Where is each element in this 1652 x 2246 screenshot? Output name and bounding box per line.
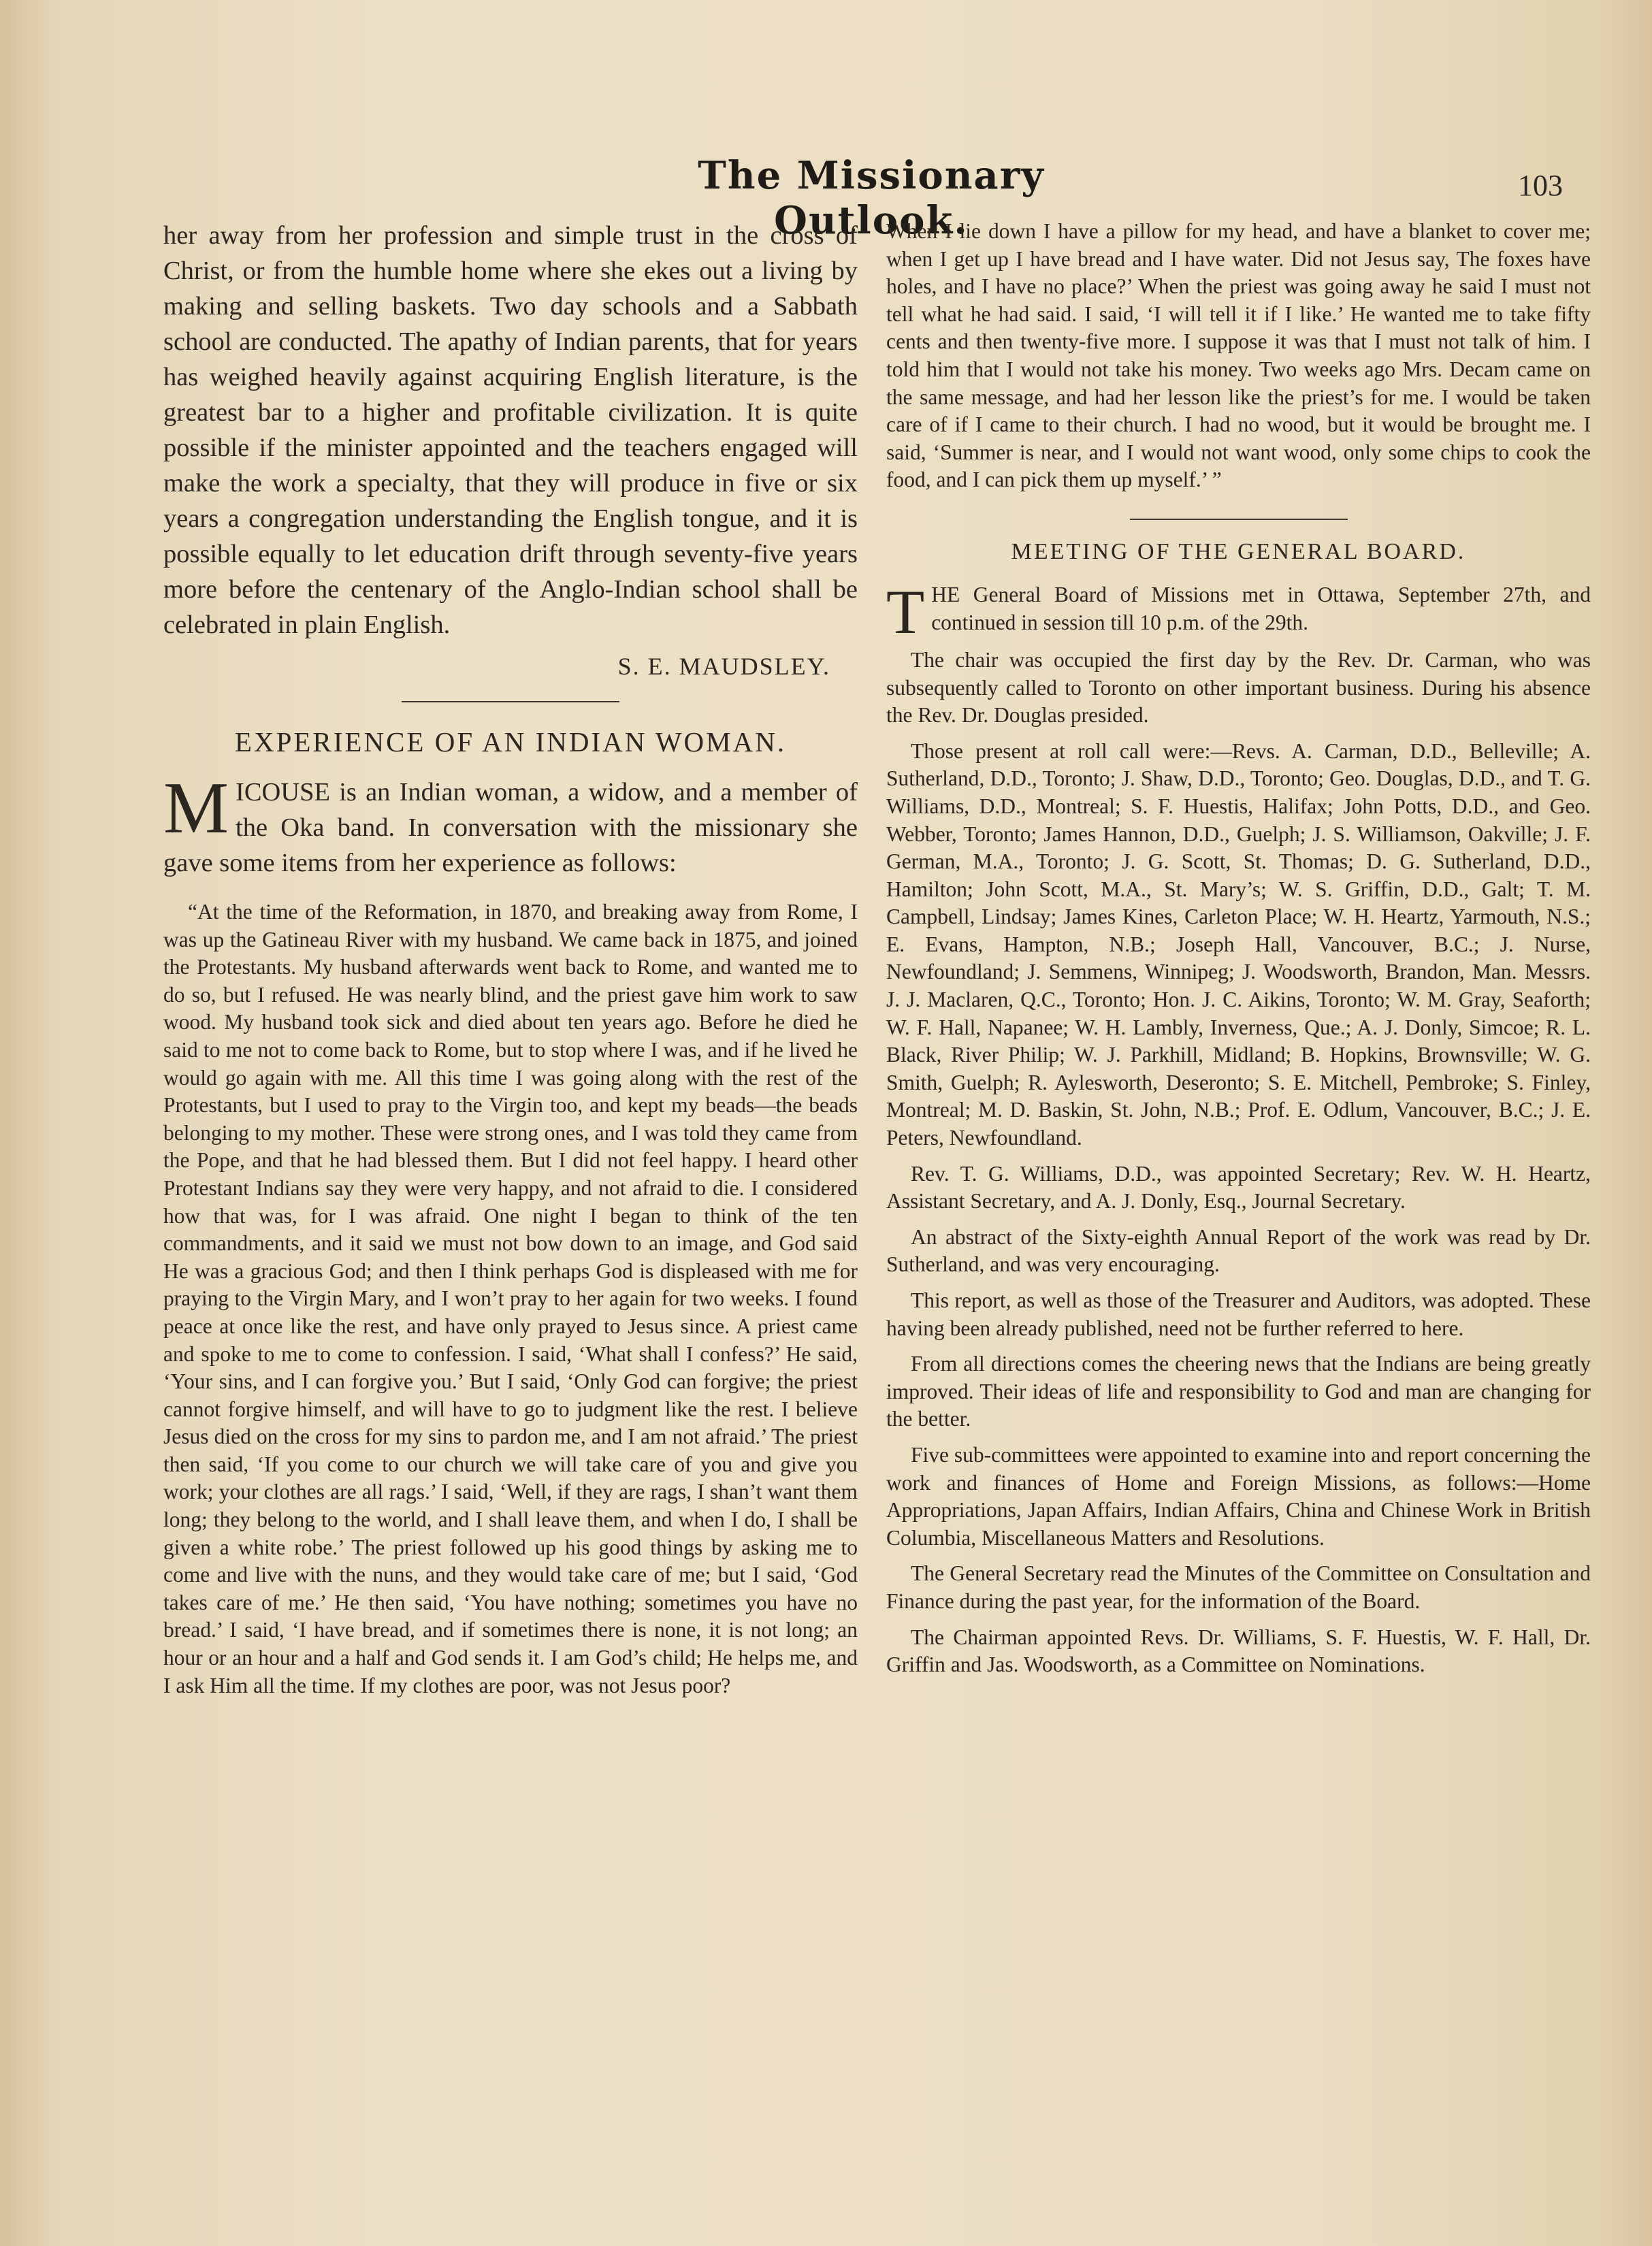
author-signature: S. E. MAUDSLEY. bbox=[617, 653, 830, 680]
section-divider bbox=[1130, 519, 1348, 520]
paragraph-sub-committees: Five sub-committees were appointed to examine into and report concerning the work and finances of Home and Foreign Missions, as follows:—Home Appropriations, Japan Affairs, Indian Affairs, China and Chinese Work in British Columbia, Miscellaneous Matters and Resolutions. bbox=[886, 1442, 1591, 1550]
paragraph-chair: The chair was occupied the first day by the Rev. Dr. Carman, who was subsequently called to Toronto on other important business. During his absence the Rev. Dr. Douglas presided. bbox=[886, 647, 1591, 728]
paragraph-nominations: The Chairman appointed Revs. Dr. Williams, S. F. Huestis, W. F. Hall, Dr. Griffin and Jas. Woodsworth, as a Committee on Nominations. bbox=[886, 1625, 1591, 1677]
drop-cap-letter: T bbox=[886, 576, 925, 647]
article-title-experience: EXPERIENCE OF AN INDIAN WOMAN. bbox=[234, 726, 787, 758]
paragraph-minutes: The General Secretary read the Minutes of the Committee on Consultation and Finance during the past year, for the information of the Board. bbox=[886, 1561, 1591, 1613]
article-continuation-text: her away from her profession and simple trust in the cross of Christ, or from the humble home where she ekes out a living by making and selling baskets. Two day schools and a Sabbath school are conducted. The apathy of Indian parents, that for years has weighed heavily against acquiring English literature, is the greatest bar to a higher and profitable civilization. It is quite possible if the minister appointed and the teachers engaged will make the work a specialty, that they will produce in five or six years a congregation understanding the English tongue, and it is possible equally to let education drift through seventy-five years more before the centenary of the Anglo-Indian school shall be celebrated in plain English. bbox=[163, 221, 858, 639]
left-column bbox=[163, 218, 858, 1699]
article-lead-general-board bbox=[886, 576, 1591, 647]
paragraph-secretaries: Rev. T. G. Williams, D.D., was appointed Secretary; Rev. W. H. Heartz, Assistant Secretary, and A. J. Donly, Esq., Journal Secretary. bbox=[886, 1161, 1591, 1214]
lead-text: ICOUSE is an Indian woman, a widow, and a member of the Oka band. In conversation with the missionary she gave some items from her experience as follows: bbox=[163, 778, 858, 877]
article-title-general-board: MEETING OF THE GENERAL BOARD. bbox=[1011, 538, 1466, 564]
drop-cap-letter: M bbox=[163, 768, 229, 849]
page-number: 103 bbox=[1518, 169, 1563, 202]
article-lead-experience bbox=[163, 768, 858, 881]
paragraph-annual-report: An abstract of the Sixty-eighth Annual Report of the work was read by Dr. Sutherland, and was very encouraging. bbox=[886, 1224, 1591, 1277]
magazine-title: The Missionary Outlook. bbox=[698, 153, 1045, 243]
testimony-quote-continued: When I lie down I have a pillow for my head, and have a blanket to cover me; when I get up I have bread and I have water. Did not Jesus say, The foxes have holes, and I have no place?’ When the priest was going away he said I must not tell what he had said. I said, ‘I will tell it if I like.’ He wanted me to take fifty cents and then twenty-five more. I suppose it was that I must not talk of him. I told him that I would not take his money. Two weeks ago Mrs. Decam came on the same message, and had her lesson like the priest’s for me. I would be taken care of if I came to their church. I had no wood, but it would be brought me. I said, ‘Summer is near, and I would not want wood, only some chips to cook the food, and I can pick them up myself.’ ” bbox=[886, 219, 1591, 492]
section-divider bbox=[402, 701, 619, 702]
lead-text: HE General Board of Missions met in Ottawa, September 27th, and continued in session till 10 p.m. of the 29th. bbox=[931, 582, 1591, 634]
paragraph-indian-news: From all directions comes the cheering news that the Indians are being greatly improved. Their ideas of life and responsibility to God and man are changing for the better. bbox=[886, 1352, 1591, 1431]
testimony-quote: “At the time of the Reformation, in 1870, and breaking away from Rome, I was up the Gatineau River with my husband. We came back in 1875, and joined the Protestants. My husband afterwards went back to Rome, and wanted me to do so, but I refused. He was nearly blind, and the priest gave him work to saw wood. My husband took sick and died about ten years ago. Before he died he said to me not to come back to Rome, but to stop where I was, and if he lived he would go again with me. All this time I was going along with the rest of the Protestants, but I used to pray to the Virgin too, and kept my beads—the beads belonging to my mother. These were strong ones, and I was told they came from the Pope, and that he had blessed them. But I did not feel happy. I heard other Protestant Indians say they were very happy, and not afraid to die. I considered how that was, for I was afraid. One night I began to think of the ten commandments, and it said we must not bow down to an image, and God said He was a gracious God; and then I think perhaps God is displeased with me for praying to the Virgin Mary, and I won’t pray to her again for two weeks. I found peace at once like the rest, and have only prayed to Jesus since. A priest came and spoke to me to come to confession. I said, ‘What shall I confess?’ He said, ‘Your sins, and I can forgive you.’ But I said, ‘Only God can forgive; the priest cannot forgive himself, and will have to go to judgment like the rest. I believe Jesus died on the cross for my sins to pardon me, and I am not afraid.’ The priest then said, ‘If you come to our church we will take care of you and give you work; your clothes are all rags.’ I said, ‘Well, if they are rags, I shan’t want them long; they belong to the world, and I shall leave them, and when I do, I shall be given a white robe.’ The priest followed up his good things by asking me to come and live with the nuns, and they would take care of me; but I said, ‘God takes care of me.’ He then said, ‘You have nothing; sometimes you have no bread.’ I said, ‘I have bread, and if sometimes there is none, it is not long; an hour or an hour and a half and God sends it. I am God’s child; He helps me, and I ask Him all the time. If my clothes are poor, was not Jesus poor? bbox=[163, 900, 858, 1697]
page-header bbox=[0, 153, 1652, 243]
paragraph-roll-call: Those present at roll call were:—Revs. A. Carman, D.D., Belleville; A. Sutherland, D.D., Toronto; J. Shaw, D.D., Toronto; Geo. Douglas, D.D., and T. G. Williams, D.D., Montreal; S. F. Huestis, Halifax; John Potts, D.D., and Geo. Webber, Toronto; James Hannon, D.D., Guelph; J. S. Williamson, Oakville; J. F. German, M.A., Toronto; J. G. Scott, St. Thomas; D. G. Sutherland, D.D., Hamilton; John Scott, M.A., St. Mary’s; W. S. Griffin, D.D., Galt; T. M. Campbell, Lindsay; James Kines, Carleton Place; W. H. Heartz, Yarmouth, N.S.; E. Evans, Hampton, N.B.; Joseph Hall, Vancouver, B.C.; J. Nurse, Newfoundland; J. Semmens, Winnipeg; J. Woodsworth, Brandon, Man. Messrs. J. J. Maclaren, Q.C., Toronto; Hon. J. C. Aikins, Toronto; W. M. Gray, Seaforth; W. F. Hall, Napanee; W. H. Lambly, Inverness, Que.; A. J. Donly, Simcoe; R. L. Black, River Philip; W. J. Parkhill, Midland; B. Hopkins, Brownsville; W. G. Smith, Guelph; R. Aylesworth, Deseronto; S. E. Mitchell, Pembroke; S. Finley, Montreal; M. D. Baskin, St. John, N.B.; Prof. E. Odlum, Vancouver, B.C.; J. E. Peters, Newfoundland. bbox=[886, 738, 1591, 1150]
right-column bbox=[886, 218, 1591, 1679]
paragraph-report-adopted: This report, as well as those of the Treasurer and Auditors, was adopted. These having been already published, need not be further referred to here. bbox=[886, 1288, 1591, 1340]
